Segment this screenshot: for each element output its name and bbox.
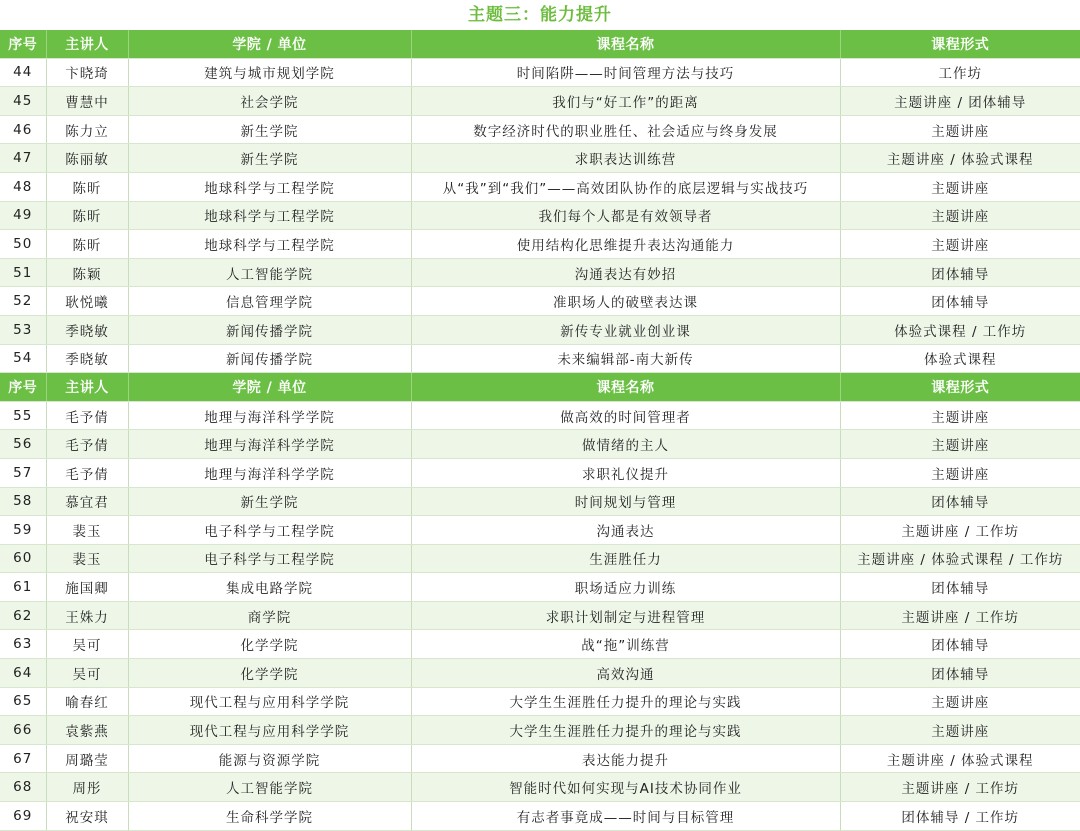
course-format-cell: 主题讲座 <box>840 230 1080 259</box>
table-row <box>0 773 1080 802</box>
course-format-cell: 团体辅导 <box>840 630 1080 659</box>
course-name-cell: 高效沟通 <box>411 659 840 688</box>
course-format-cell: 团体辅导 / 工作坊 <box>840 802 1080 831</box>
college-cell: 现代工程与应用科学学院 <box>128 687 411 716</box>
table-row <box>0 544 1080 573</box>
course-table-body <box>0 30 1080 830</box>
table-row <box>0 87 1080 116</box>
speaker-cell: 曹慧中 <box>46 87 128 116</box>
speaker-cell: 陈颖 <box>46 258 128 287</box>
college-cell: 新闻传播学院 <box>128 344 411 373</box>
speaker-cell: 陈昕 <box>46 172 128 201</box>
course-name-cell: 使用结构化思维提升表达沟通能力 <box>411 230 840 259</box>
index-cell: 45 <box>0 87 46 116</box>
course-name-cell: 战“拖”训练营 <box>411 630 840 659</box>
course-format-cell: 团体辅导 <box>840 487 1080 516</box>
college-cell: 人工智能学院 <box>128 773 411 802</box>
index-cell: 64 <box>0 659 46 688</box>
table-row <box>0 201 1080 230</box>
table-row <box>0 802 1080 831</box>
table-row <box>0 744 1080 773</box>
speaker-cell: 吴可 <box>46 630 128 659</box>
table-row <box>0 659 1080 688</box>
college-cell: 地理与海洋科学学院 <box>128 458 411 487</box>
college-cell: 信息管理学院 <box>128 287 411 316</box>
table-row <box>0 573 1080 602</box>
speaker-cell: 耿悦曦 <box>46 287 128 316</box>
course-name-cell: 从“我”到“我们”——高效团队协作的底层逻辑与实战技巧 <box>411 172 840 201</box>
column-header-speaker: 主讲人 <box>46 373 128 402</box>
table-row <box>0 287 1080 316</box>
table-row <box>0 401 1080 430</box>
course-format-cell: 体验式课程 <box>840 344 1080 373</box>
speaker-cell: 周璐莹 <box>46 744 128 773</box>
speaker-cell: 毛予倩 <box>46 458 128 487</box>
table-row <box>0 230 1080 259</box>
index-cell: 55 <box>0 401 46 430</box>
college-cell: 地理与海洋科学学院 <box>128 430 411 459</box>
college-cell: 生命科学学院 <box>128 802 411 831</box>
index-cell: 57 <box>0 458 46 487</box>
course-format-cell: 主题讲座 <box>840 716 1080 745</box>
college-cell: 社会学院 <box>128 87 411 116</box>
index-cell: 63 <box>0 630 46 659</box>
table-row <box>0 601 1080 630</box>
speaker-cell: 慕宜君 <box>46 487 128 516</box>
speaker-cell: 袁紫燕 <box>46 716 128 745</box>
course-name-cell: 新传专业就业创业课 <box>411 315 840 344</box>
course-name-cell: 大学生生涯胜任力提升的理论与实践 <box>411 716 840 745</box>
page-title: 主题三：能力提升 <box>468 5 612 25</box>
course-name-cell: 有志者事竟成——时间与目标管理 <box>411 802 840 831</box>
college-cell: 地球科学与工程学院 <box>128 230 411 259</box>
index-cell: 61 <box>0 573 46 602</box>
college-cell: 电子科学与工程学院 <box>128 544 411 573</box>
table-row <box>0 58 1080 87</box>
table-row <box>0 716 1080 745</box>
course-name-cell: 求职表达训练营 <box>411 144 840 173</box>
table-row <box>0 144 1080 173</box>
college-cell: 商学院 <box>128 601 411 630</box>
table-row <box>0 258 1080 287</box>
college-cell: 新生学院 <box>128 115 411 144</box>
speaker-cell: 王姝力 <box>46 601 128 630</box>
course-format-cell: 主题讲座 <box>840 430 1080 459</box>
college-cell: 化学学院 <box>128 630 411 659</box>
column-header-course-format: 课程形式 <box>840 30 1080 58</box>
course-format-cell: 主题讲座 <box>840 172 1080 201</box>
speaker-cell: 陈力立 <box>46 115 128 144</box>
table-row <box>0 115 1080 144</box>
table-row <box>0 172 1080 201</box>
college-cell: 能源与资源学院 <box>128 744 411 773</box>
index-cell: 62 <box>0 601 46 630</box>
index-cell: 49 <box>0 201 46 230</box>
speaker-cell: 毛予倩 <box>46 430 128 459</box>
college-cell: 地球科学与工程学院 <box>128 201 411 230</box>
course-format-cell: 主题讲座 / 团体辅导 <box>840 87 1080 116</box>
index-cell: 58 <box>0 487 46 516</box>
course-format-cell: 团体辅导 <box>840 573 1080 602</box>
table-row <box>0 458 1080 487</box>
speaker-cell: 祝安琪 <box>46 802 128 831</box>
speaker-cell: 季晓敏 <box>46 315 128 344</box>
course-table <box>0 30 1080 831</box>
course-format-cell: 主题讲座 / 工作坊 <box>840 773 1080 802</box>
course-format-cell: 团体辅导 <box>840 287 1080 316</box>
speaker-cell: 吴可 <box>46 659 128 688</box>
speaker-cell: 裴玉 <box>46 516 128 545</box>
course-format-cell: 体验式课程 / 工作坊 <box>840 315 1080 344</box>
index-cell: 53 <box>0 315 46 344</box>
course-format-cell: 主题讲座 / 工作坊 <box>840 601 1080 630</box>
index-cell: 44 <box>0 58 46 87</box>
index-cell: 59 <box>0 516 46 545</box>
course-format-cell: 主题讲座 <box>840 201 1080 230</box>
index-cell: 46 <box>0 115 46 144</box>
index-cell: 69 <box>0 802 46 831</box>
course-name-cell: 准职场人的破壁表达课 <box>411 287 840 316</box>
college-cell: 人工智能学院 <box>128 258 411 287</box>
course-format-cell: 主题讲座 / 工作坊 <box>840 516 1080 545</box>
course-format-cell: 主题讲座 / 体验式课程 / 工作坊 <box>840 544 1080 573</box>
index-cell: 60 <box>0 544 46 573</box>
table-row <box>0 516 1080 545</box>
course-name-cell: 未来编辑部-南大新传 <box>411 344 840 373</box>
course-format-cell: 工作坊 <box>840 58 1080 87</box>
speaker-cell: 施国卿 <box>46 573 128 602</box>
college-cell: 新生学院 <box>128 144 411 173</box>
college-cell: 电子科学与工程学院 <box>128 516 411 545</box>
course-name-cell: 时间规划与管理 <box>411 487 840 516</box>
college-cell: 集成电路学院 <box>128 573 411 602</box>
index-cell: 47 <box>0 144 46 173</box>
index-cell: 52 <box>0 287 46 316</box>
table-row <box>0 487 1080 516</box>
course-name-cell: 求职礼仪提升 <box>411 458 840 487</box>
column-header-college: 学院 / 单位 <box>128 373 411 402</box>
course-name-cell: 做高效的时间管理者 <box>411 401 840 430</box>
course-name-cell: 我们每个人都是有效领导者 <box>411 201 840 230</box>
college-cell: 新生学院 <box>128 487 411 516</box>
course-format-cell: 主题讲座 / 体验式课程 <box>840 144 1080 173</box>
speaker-cell: 季晓敏 <box>46 344 128 373</box>
table-row <box>0 344 1080 373</box>
column-header-course-format: 课程形式 <box>840 373 1080 402</box>
speaker-cell: 陈丽敏 <box>46 144 128 173</box>
course-name-cell: 时间陷阱——时间管理方法与技巧 <box>411 58 840 87</box>
speaker-cell: 裴玉 <box>46 544 128 573</box>
course-format-cell: 主题讲座 <box>840 401 1080 430</box>
speaker-cell: 毛予倩 <box>46 401 128 430</box>
table-row <box>0 430 1080 459</box>
column-header-course-name: 课程名称 <box>411 30 840 58</box>
index-cell: 48 <box>0 172 46 201</box>
column-header-index: 序号 <box>0 30 46 58</box>
index-cell: 50 <box>0 230 46 259</box>
college-cell: 现代工程与应用科学学院 <box>128 716 411 745</box>
course-name-cell: 生涯胜任力 <box>411 544 840 573</box>
speaker-cell: 陈昕 <box>46 230 128 259</box>
column-header-index: 序号 <box>0 373 46 402</box>
speaker-cell: 喻春红 <box>46 687 128 716</box>
course-format-cell: 主题讲座 / 体验式课程 <box>840 744 1080 773</box>
column-header-college: 学院 / 单位 <box>128 30 411 58</box>
speaker-cell: 周彤 <box>46 773 128 802</box>
index-cell: 67 <box>0 744 46 773</box>
table-row <box>0 687 1080 716</box>
course-name-cell: 数字经济时代的职业胜任、社会适应与终身发展 <box>411 115 840 144</box>
course-name-cell: 大学生生涯胜任力提升的理论与实践 <box>411 687 840 716</box>
college-cell: 化学学院 <box>128 659 411 688</box>
course-format-cell: 团体辅导 <box>840 659 1080 688</box>
table-row <box>0 630 1080 659</box>
course-name-cell: 沟通表达有妙招 <box>411 258 840 287</box>
course-name-cell: 表达能力提升 <box>411 744 840 773</box>
college-cell: 新闻传播学院 <box>128 315 411 344</box>
course-name-cell: 做情绪的主人 <box>411 430 840 459</box>
course-format-cell: 主题讲座 <box>840 458 1080 487</box>
college-cell: 地球科学与工程学院 <box>128 172 411 201</box>
index-cell: 51 <box>0 258 46 287</box>
column-header-course-name: 课程名称 <box>411 373 840 402</box>
table-header-row <box>0 30 1080 58</box>
table-header-row <box>0 373 1080 402</box>
index-cell: 54 <box>0 344 46 373</box>
table-row <box>0 315 1080 344</box>
course-name-cell: 智能时代如何实现与AI技术协同作业 <box>411 773 840 802</box>
course-name-cell: 求职计划制定与进程管理 <box>411 601 840 630</box>
index-cell: 66 <box>0 716 46 745</box>
college-cell: 地理与海洋科学学院 <box>128 401 411 430</box>
college-cell: 建筑与城市规划学院 <box>128 58 411 87</box>
speaker-cell: 陈昕 <box>46 201 128 230</box>
course-name-cell: 沟通表达 <box>411 516 840 545</box>
course-name-cell: 职场适应力训练 <box>411 573 840 602</box>
speaker-cell: 卞晓琦 <box>46 58 128 87</box>
column-header-speaker: 主讲人 <box>46 30 128 58</box>
course-name-cell: 我们与“好工作”的距离 <box>411 87 840 116</box>
index-cell: 65 <box>0 687 46 716</box>
course-format-cell: 团体辅导 <box>840 258 1080 287</box>
index-cell: 68 <box>0 773 46 802</box>
course-format-cell: 主题讲座 <box>840 687 1080 716</box>
course-format-cell: 主题讲座 <box>840 115 1080 144</box>
index-cell: 56 <box>0 430 46 459</box>
